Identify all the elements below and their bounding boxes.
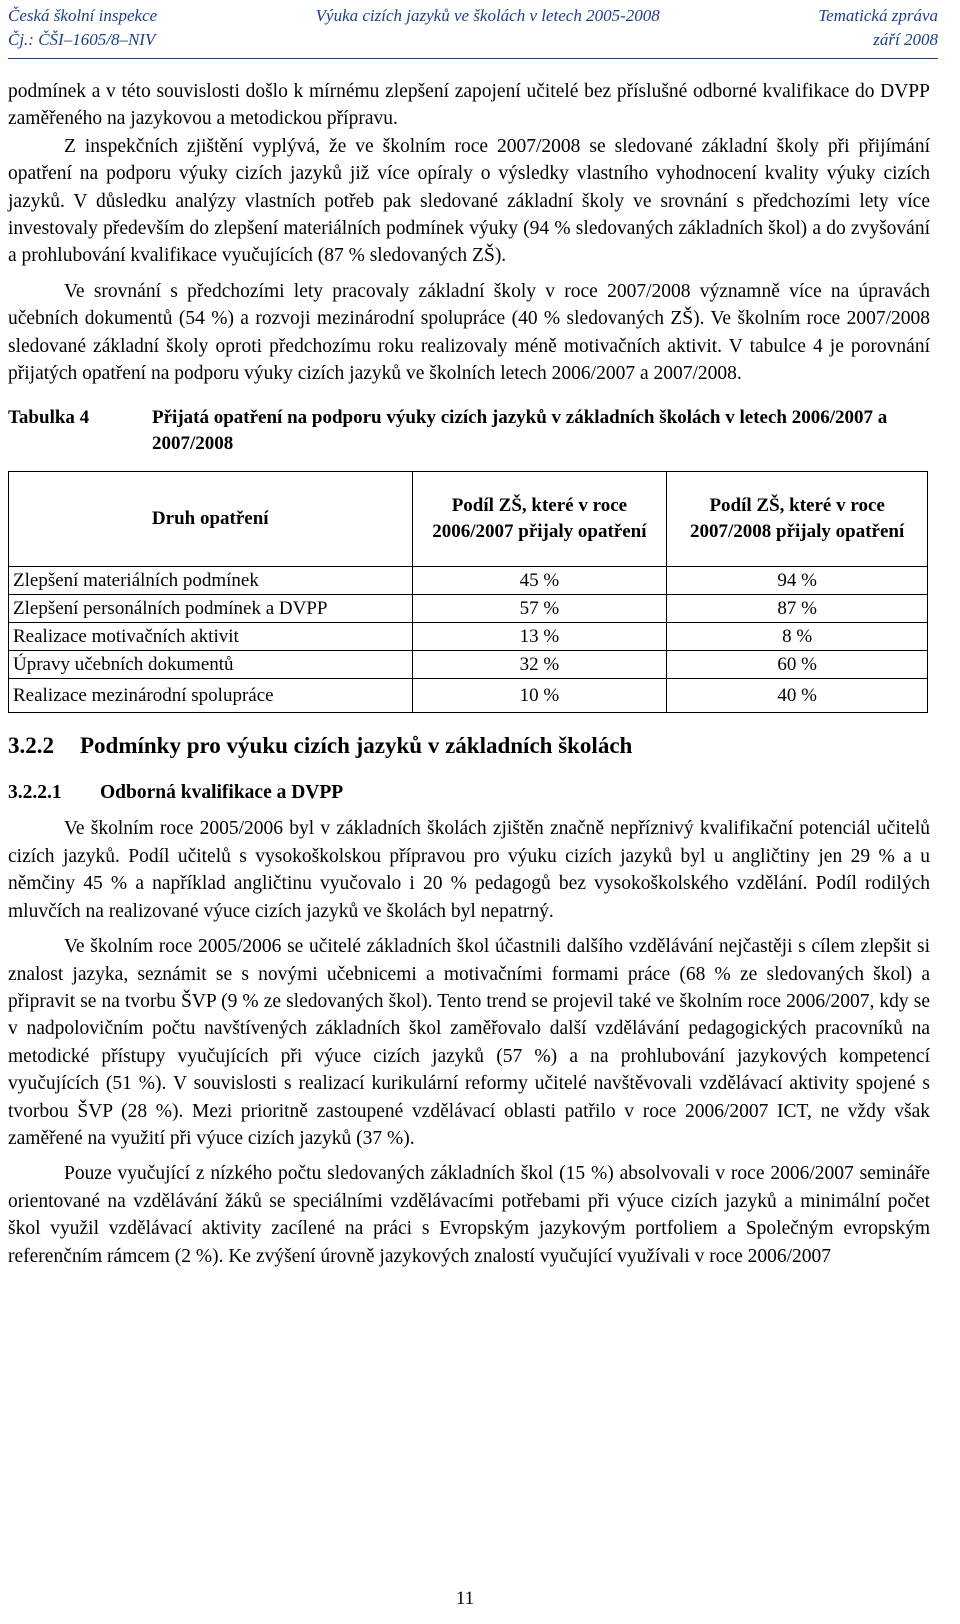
table-cell-2006: 10 % — [412, 679, 667, 713]
paragraph: Pouze vyučující z nízkého počtu sledovaných základních škol (15 %) absolvovali v roce 2006/2007 semináře orientované na vzdělávání žáků se speciálními vzdělávacími potřebami při výuce cizích jazyků a minimální počet škol využil vzdělávací aktivity zacílené na práci s Evropským jazykovým portfoliem a Společným evropským referenčním rámcem (2 %). Ke zvýšení úrovně jazykových znalostí vyučující využívali v roce 2006/2007 — [8, 1163, 930, 1267]
paragraph: Ve školním roce 2005/2006 se učitelé základních škol účastnili dalšího vzdělávání nejčastěji s cílem zlepšit si znalost jazyka, seznámit se s novými učebnicemi a motivačními formami práce (68 % ze sledovaných škol) a připravit se na tvorbu ŠVP (9 % ze sledovaných škol). Tento trend se projevil také ve školním roce 2006/2007, kdy se v nadpolovičním počtu navštívených základních škol zaměřovalo další vzdělávání pedagogických pracovníků na metodické přístupy vyučujících při výuce cizích jazyků (57 %) a na prohlubování jazykových kompetencí vyučujících (51 %). V souvislosti s realizací kurikulární reformy učitelé navštěvovali vzdělávací aktivity spojené s tvorbou ŠVP (28 %). Mezi prioritně zastoupené vzdělávací oblasti patřilo v roce 2006/2007 ICT, ne vždy však zaměřené na využití při výuce cizích jazyků (37 %). — [8, 936, 930, 1149]
column-header: Podíl ZŠ, které v roce 2006/2007 přijaly opatření — [412, 472, 667, 567]
table-cell-2007: 40 % — [667, 679, 928, 713]
table-cell-2006: 57 % — [412, 595, 667, 623]
table-row — [9, 595, 928, 623]
header-row-1 — [8, 4, 938, 28]
table-caption — [8, 405, 930, 457]
paragraph: Ve školním roce 2005/2006 byl v základních školách zjištěn značně nepříznivý kvalifikační potenciál učitelů cizích jazyků. Podíl učitelů s vysokoškolskou přípravou pro výuku cizích jazyků byl u angličtiny jen 29 % a u němčiny 45 % a například angličtinu vyučovalo i 20 % pedagogů bez vysokoškolského vzdělání. Podíl rodilých mluvčích na realizované výuce cizích jazyků ve školách byl nepatrný. — [8, 818, 930, 922]
table-row — [9, 679, 928, 713]
table-cell-2006: 32 % — [412, 651, 667, 679]
header-reference-number: Čj.: ČŠI–1605/8–NIV — [8, 30, 156, 49]
table-label: Tabulka 4 — [8, 407, 90, 429]
table-cell-2006: 45 % — [412, 567, 667, 595]
paragraph: Z inspekčních zjištění vyplývá, že ve školním roce 2007/2008 se sledované základní školy při přijímání opatření na podporu výuky cizích jazyků již více opíraly o výsledky vlastního vyhodnocení kvality výuky cizích jazyků. V důsledku analýzy vlastních potřeb pak sledované základní školy ve srovnání s předchozími lety více investovaly především do zlepšení materiálních podmínek výuky (94 % sledovaných základních škol) a do zvyšování a prohlubování kvalifikace vyučujících (87 % sledovaných ZŠ). — [8, 135, 930, 267]
header-divider — [8, 58, 938, 59]
subsection-heading — [8, 779, 930, 807]
header-report-type: Tematická zpráva — [818, 6, 938, 25]
table-row — [9, 623, 928, 651]
page-body — [8, 78, 930, 1270]
page-header — [8, 4, 938, 52]
column-header: Druh opatření — [9, 472, 413, 567]
section-heading — [8, 731, 930, 761]
table-title: Přijatá opatření na podporu výuky cizích jazyků v základních školách v letech 2006/2007 a 2007/2008 — [152, 407, 888, 455]
column-header: Podíl ZŠ, které v roce 2007/2008 přijaly opatření — [667, 472, 928, 567]
table-cell-measure: Realizace motivačních aktivit — [9, 623, 413, 651]
page-number: 11 — [455, 1588, 475, 1609]
measures-table — [8, 471, 928, 713]
table-cell-2007: 60 % — [667, 651, 928, 679]
header-document-title: Výuka cizích jazyků ve školách v letech 2005-2008 — [315, 6, 660, 25]
paragraph: podmínek a v této souvislosti došlo k mírnému zlepšení zapojení učitelé bez příslušné odborné kvalifikace do DVPP zaměřeného na jazykovou a metodickou přípravu. — [8, 81, 930, 130]
subsection-title: Odborná kvalifikace a DVPP — [100, 782, 344, 804]
table-row — [9, 567, 928, 595]
header-row-2 — [8, 28, 938, 52]
section-number: 3.2.2 — [8, 733, 54, 759]
table-cell-2007: 8 % — [667, 623, 928, 651]
table-cell-2007: 87 % — [667, 595, 928, 623]
table-cell-measure: Zlepšení personálních podmínek a DVPP — [9, 595, 413, 623]
header-date: září 2008 — [873, 30, 938, 49]
table-header-row — [9, 472, 928, 567]
table-row — [9, 651, 928, 679]
table-cell-2006: 13 % — [412, 623, 667, 651]
header-institution: Česká školní inspekce — [8, 6, 158, 25]
table-cell-measure: Realizace mezinárodní spolupráce — [9, 679, 413, 713]
subsection-number: 3.2.2.1 — [8, 782, 62, 804]
section-title: Podmínky pro výuku cizích jazyků v základních školách — [80, 733, 633, 759]
table-cell-2007: 94 % — [667, 567, 928, 595]
paragraph: Ve srovnání s předchozími lety pracovaly základní školy v roce 2007/2008 významně více na úpravách učebních dokumentů (54 %) a rozvoji mezinárodní spolupráce (40 % sledovaných ZŠ). Ve školním roce 2007/2008 sledované základní školy oproti předchozímu roku realizovaly méně motivačních aktivit. V tabulce 4 je porovnání přijatých opatření na podporu výuky cizích jazyků ve školních letech 2006/2007 a 2007/2008. — [8, 280, 930, 385]
table-cell-measure: Zlepšení materiálních podmínek — [9, 567, 413, 595]
table-cell-measure: Úpravy učebních dokumentů — [9, 651, 413, 679]
